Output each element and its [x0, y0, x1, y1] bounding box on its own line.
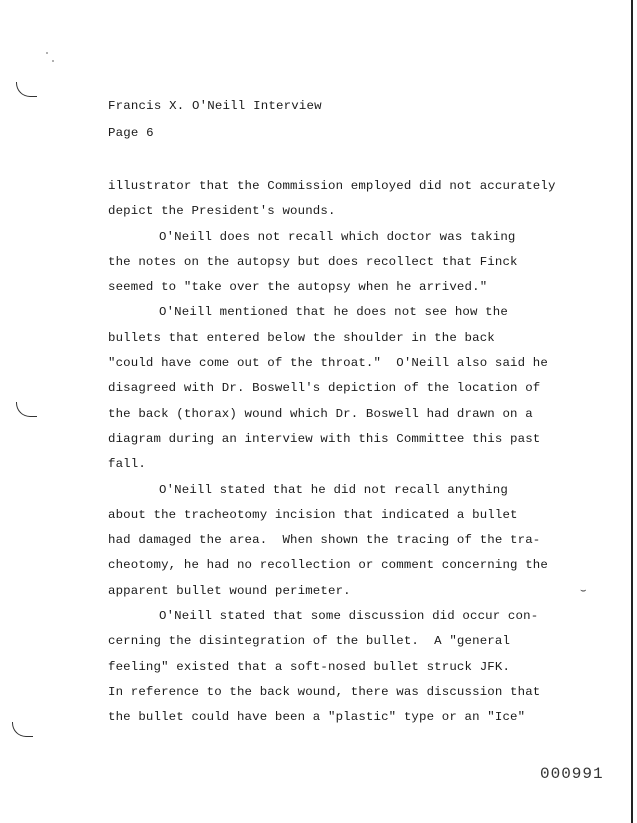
- text-line: cerning the disintegration of the bullet. A "general: [108, 634, 511, 649]
- scan-speck: [46, 52, 48, 54]
- text-line: "could have come out of the throat." O'Neill also said he: [108, 356, 548, 371]
- document-title: Francis X. O'Neill Interview: [108, 99, 322, 113]
- text-line: illustrator that the Commission employed did not accurately: [108, 179, 556, 193]
- text-line: had damaged the area. When shown the tracing of the tra-: [108, 533, 541, 548]
- page-number: Page 6: [108, 126, 154, 140]
- scan-speck: [52, 60, 54, 62]
- binder-hole-mark-bottom: [12, 722, 33, 737]
- text-line: about the tracheotomy incision that indicated a bullet: [108, 507, 518, 522]
- text-line: feeling" existed that a soft-nosed bullet struck JFK.: [108, 659, 511, 674]
- text-line: depict the President's wounds.: [108, 204, 336, 219]
- text-line: O'Neill stated that some discussion did occur con-: [159, 609, 539, 624]
- document-stamp-number: 000991: [540, 765, 604, 783]
- margin-tick-mark: ⌣: [580, 586, 587, 597]
- text-line: the bullet could have been a "plastic" type or an "Ice": [108, 710, 526, 725]
- text-line: fall.: [108, 457, 146, 472]
- text-line: the notes on the autopsy but does recollect that Finck: [108, 254, 518, 269]
- text-line: diagram during an interview with this Committee this past: [108, 431, 541, 446]
- text-line: disagreed with Dr. Boswell's depiction of the location of: [108, 381, 541, 396]
- text-line: O'Neill does not recall which doctor was taking: [159, 229, 516, 244]
- text-line: bullets that entered below the shoulder in the back: [108, 330, 495, 345]
- page-edge-divider: [631, 0, 633, 823]
- text-line: In reference to the back wound, there was discussion that: [108, 684, 541, 699]
- text-line: the back (thorax) wound which Dr. Boswell had drawn on a: [108, 406, 533, 421]
- binder-hole-mark-middle: [16, 402, 37, 417]
- text-line: apparent bullet wound perimeter.: [108, 583, 351, 598]
- body-text: [108, 174, 558, 731]
- text-line: O'Neill stated that he did not recall anything: [159, 482, 508, 497]
- text-line: O'Neill mentioned that he does not see how the: [159, 305, 508, 320]
- binder-hole-mark-top: [16, 82, 37, 97]
- text-line: seemed to "take over the autopsy when he arrived.": [108, 280, 488, 295]
- text-line: cheotomy, he had no recollection or comment concerning the: [108, 558, 548, 573]
